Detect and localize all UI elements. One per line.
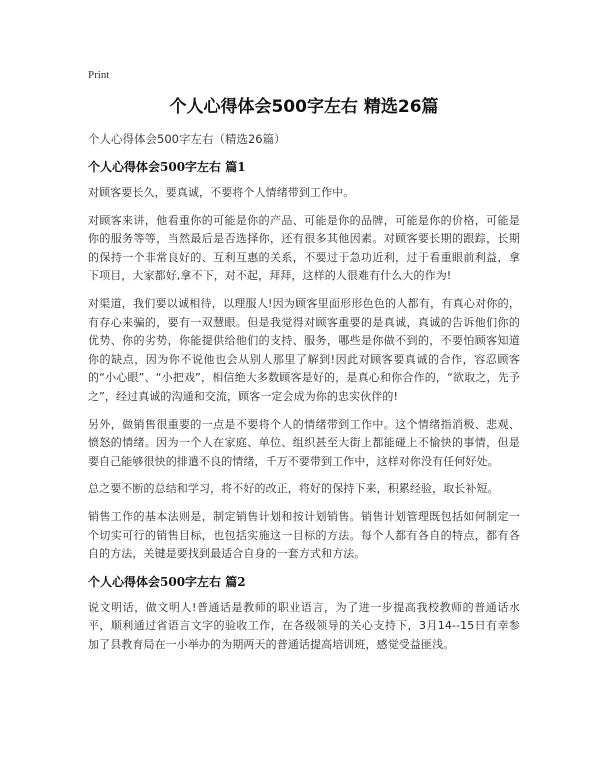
section-2 [88,573,520,655]
paragraph: 总之要不断的总结和学习，将不好的改正，将好的保持下来，积累经验，取长补短。 [88,482,499,496]
paragraph: 对渠道，我们要以诚相待，以理服人!因为顾客里面形形色色的人都有，有真心对你的，有存心来骗的，要有一双慧眼。但是我觉得对顾客重要的是真诚，真诚的告诉他们你的优势、你的劣势，你能提供给他们的支持、服务，哪些是你做不到的，不要怕顾客知道你的缺点，因为你不说他也会从别人那里了解到!因此对顾客要真诚的合作，容忍顾客的“小心眼”、“小把戏”，相信绝大多数顾客是好的，是真心和你合作的，“欲取之，先予之”，经过真诚的沟通和交流，顾客一定会成为你的忠实伙伴的! [88,296,520,403]
document-subtitle: 个人心得体会500字左右（精选26篇） [88,132,286,146]
section-1 [88,158,520,564]
print-link[interactable]: Print [88,69,110,81]
section-heading: 个人心得体会500字左右 篇1 [88,160,246,174]
section-heading: 个人心得体会500字左右 篇2 [88,574,246,589]
paragraph: 说文明话，做文明人!普通话是教师的职业语言，为了进一步提高我校教师的普通话水平，顺利通过省语言文字的验收工作，在各级领导的关心支持下，3月14--15日有幸参加了县教育局在一小举办的为期两天的普通话提高培训班，感觉受益匪浅。 [88,600,520,651]
paragraph: 对顾客来讲，他看重你的可能是你的产品、可能是你的品牌，可能是你的价格，可能是你的服务等等，当然最后是否选择你，还有很多其他因素。对顾客要长期的跟踪，长期的保持一个非常良好的、互利互惠的关系，不要过于急功近利，过于看重眼前利益，拿下项目，大家都好,拿不下，对不起，拜拜，这样的人很难有什么大的作为! [88,213,520,283]
paragraph: 对顾客要长久，要真诚，不要将个人情绪带到工作中。 [88,186,355,199]
paragraph: 销售工作的基本法则是，制定销售计划和按计划销售。销售计划管理既包括如何制定一个切实可行的销售目标，也包括实施这一目标的方法。每个人都有各自的特点，都有各自的方法，关键是要找到最适合自身的一套方式和方法。 [88,509,520,561]
paragraph: 另外，做销售很重要的一点是不要将个人的情绪带到工作中。这个情绪指消极、悲观、愤怒的情绪。因为一个人在家庭、单位、组织甚至大街上都能碰上不愉快的事情，但是要自己能够很快的排遣不良的情绪，千万不要带到工作中，这样对你没有任何好处。 [88,417,520,468]
document-page [88,68,520,663]
page-title: 个人心得体会500字左右 精选26篇 [169,97,439,117]
